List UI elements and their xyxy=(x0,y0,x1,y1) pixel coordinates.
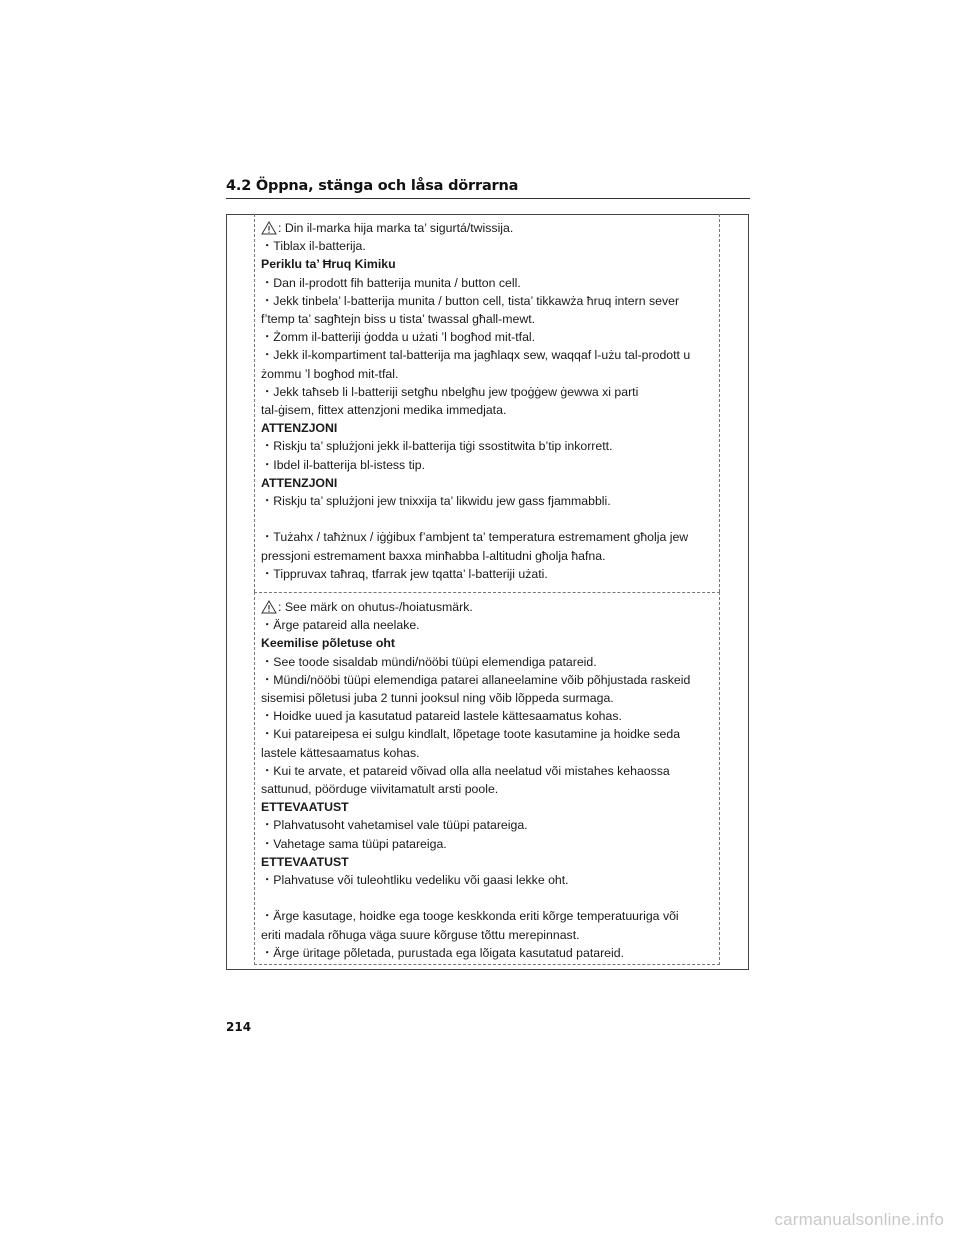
estonian-warning-symbol-text: : See märk on ohutus-/hoiatusmärk. xyxy=(278,600,473,614)
text-line: ・Hoidke uued ja kasutatud patareid lastele kättesaamatus kohas. xyxy=(261,709,622,724)
estonian-warning-section xyxy=(254,592,720,965)
text-line: ・Tiblax il-batterija. xyxy=(261,239,366,254)
text-line: ・Ibdel il-batterija bl-istess tip. xyxy=(261,457,426,472)
section-heading: Keemilise põletuse oht xyxy=(261,636,395,651)
blank-line xyxy=(261,889,719,907)
text-line: ・Tippruvax taħraq, tfarrak jew tqatta’ l-batteriji użati. xyxy=(261,566,548,581)
section-heading: ETTEVAATUST xyxy=(261,800,349,815)
page-number: 214 xyxy=(226,1020,252,1034)
section-heading: ATTENZJONI xyxy=(261,475,338,490)
text-line: ・Plahvatuse või tuleohtliku vedeliku või gaasi lekke oht. xyxy=(261,873,569,888)
warning-triangle-icon xyxy=(261,600,277,614)
text-line: lastele kättesaamatus kohas. xyxy=(261,745,420,760)
text-line: ・Ärge kasutage, hoidke ega tooge keskkonda eriti kõrge temperatuuriga või xyxy=(261,909,679,924)
header-divider xyxy=(226,198,750,199)
section-heading: Periklu ta’ Ħruq Kimiku xyxy=(261,257,396,272)
blank-line xyxy=(261,510,719,528)
text-line: f’temp ta’ sagħtejn biss u tista’ twassal għall-mewt. xyxy=(261,312,536,327)
text-line: ・Jekk il-kompartiment tal-batterija ma jagħlaqx sew, waqqaf l-użu tal-prodott u xyxy=(261,348,691,363)
text-line: ・Dan il-prodott fih batterija munita / button cell. xyxy=(261,275,521,290)
text-line: sisemisi põletusi juba 2 tunni jooksul ning võib lõppeda surmaga. xyxy=(261,691,614,706)
text-line: ・Riskju ta’ splużjoni jekk il-batterija tiġi ssostitwita b’tip inkorrett. xyxy=(261,439,613,454)
text-line: ・Vahetage sama tüüpi patareiga. xyxy=(261,836,447,851)
text-line: ・Riskju ta’ splużjoni jew tnixxija ta’ likwidu jew gass fjammabbli. xyxy=(261,494,611,509)
estonian-text-lines xyxy=(261,616,719,962)
maltese-warning-symbol-text: : Din il-marka hija marka ta’ sigurtá/twissija. xyxy=(278,221,514,235)
text-line: ・Ärge patareid alla neelake. xyxy=(261,618,420,633)
estonian-warning-symbol-line xyxy=(261,598,719,616)
text-line: ・Jekk tinbela’ l-batterija munita / button cell, tista’ tikkawża ħruq intern sever xyxy=(261,293,680,308)
text-line: ・Tużahx / taħżnux / iġġibux f’ambjent ta’ temperatura estremament għolja jew xyxy=(261,530,689,545)
site-watermark: carmanualsonline.info xyxy=(774,1210,944,1229)
maltese-text-lines xyxy=(261,237,719,583)
text-line: ・Kui te arvate, et patareid võivad olla alla neelatud või mistahes kehaossa xyxy=(261,763,670,778)
section-heading: ETTEVAATUST xyxy=(261,854,349,869)
text-line: ・Żomm il-batteriji ġodda u użati ’l bogħod mit-tfal. xyxy=(261,330,536,345)
warning-triangle-icon xyxy=(261,221,277,235)
text-line: eriti madala rõhuga väga suure kõrguse tõttu merepinnast. xyxy=(261,927,580,942)
text-line: pressjoni estremament baxxa minħabba l-altitudni għolja ħafna. xyxy=(261,548,606,563)
maltese-warning-section xyxy=(254,214,720,592)
text-line: ・Mündi/nööbi tüüpi elemendiga patarei allaneelamine võib põhjustada raskeid xyxy=(261,672,691,687)
text-line: ・Kui patareipesa ei sulgu kindlalt, lõpetage toote kasutamine ja hoidke seda xyxy=(261,727,681,742)
text-line: żommu ’l bogħod mit-tfal. xyxy=(261,366,399,381)
text-line: ・Jekk taħseb li l-batteriji setgħu nbelgħu jew tpoġġew ġewwa xi parti xyxy=(261,384,639,399)
text-line: ・See toode sisaldab mündi/nööbi tüüpi elemendiga patareid. xyxy=(261,654,597,669)
text-line: tal-ġisem, fittex attenzjoni medika immedjata. xyxy=(261,403,507,418)
text-line: sattunud, pöörduge viivitamatult arsti poole. xyxy=(261,782,499,797)
text-line: ・Plahvatusoht vahetamisel vale tüüpi patareiga. xyxy=(261,818,528,833)
section-heading: ATTENZJONI xyxy=(261,421,338,436)
maltese-warning-symbol-line xyxy=(261,219,719,237)
text-line: ・Ärge üritage põletada, purustada ega lõigata kasutatud patareid. xyxy=(261,945,625,960)
page-header-title: 4.2 Öppna, stänga och låsa dörrarna xyxy=(226,178,519,194)
